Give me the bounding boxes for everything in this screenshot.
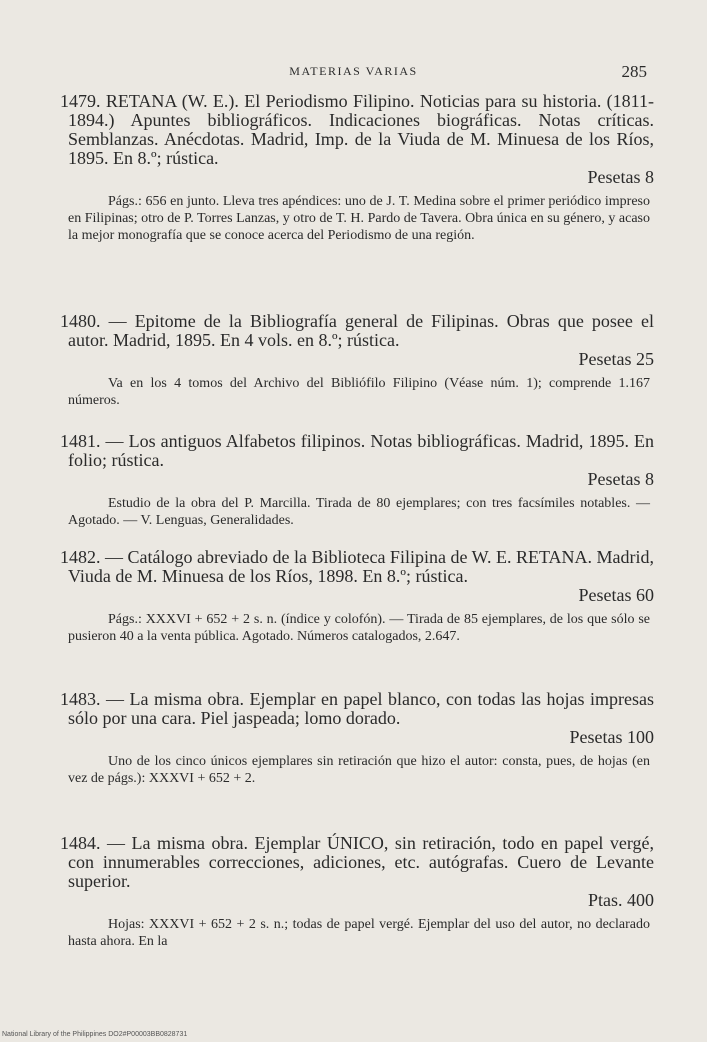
entry-1481 [60, 432, 654, 529]
running-title: MATERIAS VARIAS [289, 64, 418, 78]
entry-note: Va en los 4 tomos del Archivo del Bibliófilo Filipino (Véase núm. 1); comprende 1.167 números. [68, 376, 650, 408]
entry-1484 [60, 834, 654, 950]
entry-note: Uno de los cinco únicos ejemplares sin retiración que hizo el autor: consta, pues, de hojas (en vez de págs.): XXXVI + 652 + 2. [68, 754, 650, 786]
entry-note: Hojas: XXXVI + 652 + 2 s. n.; todas de papel vergé. Ejemplar del uso del autor, no declarado hasta ahora. En la [68, 917, 650, 949]
entry-description: 1482. — Catálogo abreviado de la Biblioteca Filipina de W. E. RETANA. Madrid, Viuda de M. Minuesa de los Ríos, 1898. En 8.º; rústica. [60, 547, 654, 586]
entry-price: Pesetas 8 [587, 469, 654, 489]
entry-description: 1479. RETANA (W. E.). El Periodismo Filipino. Noticias para su historia. (1811-1894.) Apuntes bibliográficos. Indicaciones biográficas. Notas críticas. Semblanzas. Anécdotas. Madrid, Imp. de la Viuda de M. Minuesa de los Ríos, 1895. En 8.º; rústica. [60, 91, 654, 168]
page-header [0, 62, 707, 82]
entry-1479 [60, 92, 654, 244]
entry-price: Pesetas 25 [578, 349, 654, 369]
entry-1483 [60, 690, 654, 787]
entry-price: Ptas. 400 [587, 890, 654, 910]
library-stamp: National Library of the Philippines DO2#P00003BB0828731 [2, 1031, 188, 1038]
entry-1482 [60, 548, 654, 645]
entry-main-text [60, 432, 654, 489]
entry-main-text [60, 92, 654, 187]
entry-description: 1483. — La misma obra. Ejemplar en papel blanco, con todas las hojas impresas sólo por una cara. Piel jaspeada; lomo dorado. [60, 689, 654, 728]
entry-price: Pesetas 8 [587, 167, 654, 187]
entry-1480 [60, 312, 654, 409]
entry-description: 1484. — La misma obra. Ejemplar ÚNICO, sin retiración, todo en papel vergé, con innumerables correcciones, adiciones, etc. autógrafas. Cuero de Levante superior. [60, 833, 654, 891]
entry-main-text [60, 312, 654, 369]
entry-note: Págs.: XXXVI + 652 + 2 s. n. (índice y colofón). — Tirada de 85 ejemplares, de los que sólo se pusieron 40 a la venta pública. Agotado. Números catalogados, 2.647. [68, 612, 650, 644]
entry-note: Págs.: 656 en junto. Lleva tres apéndices: uno de J. T. Medina sobre el primer periódico impreso en Filipinas; otro de P. Torres Lanzas, y otro de T. H. Pardo de Tavera. Obra única en su género, y acaso la mejor monografía que se conoce acerca del Periodismo de una región. [68, 194, 650, 243]
page-number: 285 [621, 62, 647, 81]
entry-note: Estudio de la obra del P. Marcilla. Tirada de 80 ejemplares; con tres facsímiles notables. — Agotado. — V. Lenguas, Generalidades. [68, 496, 650, 528]
entry-description: 1480. — Epitome de la Bibliografía general de Filipinas. Obras que posee el autor. Madrid, 1895. En 4 vols. en 8.º; rústica. [60, 311, 654, 350]
entry-main-text [60, 834, 654, 910]
entry-main-text [60, 548, 654, 605]
entry-price: Pesetas 100 [569, 727, 654, 747]
entry-price: Pesetas 60 [578, 585, 654, 605]
entry-main-text [60, 690, 654, 747]
entry-description: 1481. — Los antiguos Alfabetos filipinos. Notas bibliográficas. Madrid, 1895. En folio; rústica. [60, 431, 654, 470]
